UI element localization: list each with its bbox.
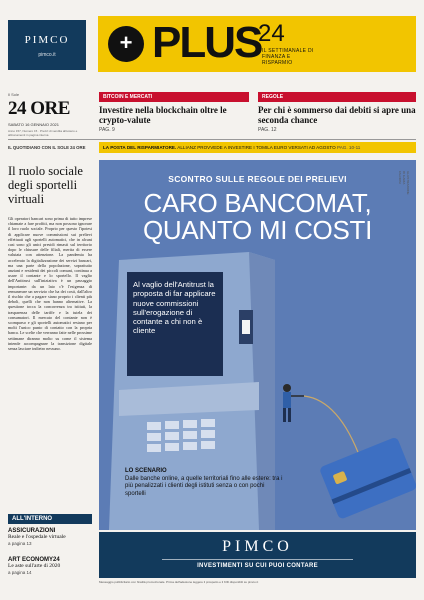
cover-headline-line-1: CARO BANCOMAT, <box>143 188 372 218</box>
pimco-top-ad[interactable] <box>8 20 86 70</box>
teaser-bitcoin[interactable] <box>99 92 249 136</box>
cover-story[interactable] <box>99 160 416 530</box>
masthead-small-print: Anno 157, Numero 15 · Prezzi di vendita all'estero e abbonamenti in pagina interna <box>8 129 78 137</box>
plus-number: 24 <box>258 20 285 47</box>
teaser-title: Investire nella blockchain oltre le crypto-valute <box>99 105 227 125</box>
masthead-prefix: Il Sole <box>8 92 20 97</box>
editorial-title: Il ruolo sociale degli sportelli virtuali <box>8 164 83 206</box>
strap-lead: LA POSTA DEL RISPARMIATORE. <box>103 145 177 150</box>
masthead-title: 24 ORE <box>8 98 70 119</box>
item-title: Reale e l'ospedale virtuale <box>8 534 66 540</box>
item-page: a pagina 14 <box>8 569 32 575</box>
credit-card <box>319 436 416 519</box>
illustration-credit: ILLUSTRAZIONE DI ILARIA FALORSI <box>398 171 410 195</box>
item-section: ART ECONOMY24 <box>8 557 60 563</box>
cover-kicker: SCONTRO SULLE REGOLE DEI PRELIEVI <box>168 174 347 184</box>
strap-left: IL QUOTIDIANO CON IL SOLE 24 ORE <box>8 145 86 150</box>
card-slot-light <box>242 320 250 334</box>
ad-divider <box>162 559 352 560</box>
pimco-logo: PIMCO <box>24 34 70 46</box>
item-page: a pagina 13 <box>8 540 32 546</box>
teaser-page: PAG. 12 <box>258 127 277 133</box>
strap-banner[interactable] <box>99 142 416 153</box>
plus24-banner[interactable] <box>98 16 416 72</box>
teaser-page: PAG. 9 <box>99 127 115 133</box>
cover-headline <box>99 190 416 244</box>
ad-footnote: Messaggio pubblicitario con finalità promozionale. Prima dell'adesione leggere il prospetto e il KID disponibili su pimco.it <box>99 580 259 584</box>
cover-scenario <box>125 468 285 498</box>
item-title: Le aste sull'arte di 2020 <box>8 563 61 569</box>
pimco-tagline: INVESTIMENTI SU CUI PUOI CONTARE <box>197 563 318 569</box>
masthead <box>8 92 90 140</box>
teaser-regole[interactable] <box>258 92 416 136</box>
editorial-body: Gli operatori bancari sono prima di tutto imprese chiamate a fare profitti, ma non possono ignorare il loro ruolo sociale. Proprio per questo l'ipotesi di applicare nuove commissioni sui prelievi effettuati agli sportelli automatici, che in alcuni casi sono gli unici presidi rimasti sul territorio dopo le chiusure delle filiali, merita di essere valutata con attenzione. La pandemia ha accelerato la digitalizzazione dei servizi bancari, ma una parte della popolazione, soprattutto anziani e residenti dei piccoli comuni, continua a usare il contante e lo sportello. Il vaglio dell'Antitrust sull'iniziativa è un passaggio importante: da un lato c'è l'esigenza di remunerare un servizio che ha dei costi, dall'altro il rischio che a pagare siano proprio i clienti più deboli, quelli che non hanno alternative. La questione tocca la concorrenza tra istituti, la trasparenza delle tariffe e la tutela dei consumatori. Il mercato del contante non è scomparso e gli sportelli automatici restano per molti l'unico punto di contatto con la propria banca. Le scelte che verranno fatte nelle prossime settimane diranno molto su come il sistema intende accompagnare la transizione digitale senza lasciare indietro nessuno. <box>8 216 92 352</box>
strap-text: ALLIANZ PROVVEDE A INVESTIRE I TOMILA EURO VERSATI AD AGOSTO <box>177 145 336 150</box>
scenario-label: LO SCENARIO <box>125 468 167 474</box>
teaser-section: BITCOIN E MERCATI <box>99 92 249 102</box>
cover-headline-line-2: QUANTO MI COSTI <box>142 215 373 245</box>
item-section: ASSICURAZIONI <box>8 528 56 534</box>
plus-tagline: IL SETTIMANALE DI FINANZA E RISPARMIO <box>262 48 314 66</box>
all-interno-item[interactable] <box>8 557 92 575</box>
all-interno-item[interactable] <box>8 528 92 546</box>
atm-screen-text: Al vaglio dell'Antitrust la proposta di far applicare nuove commissioni sull'erogazione di contante a chi non è cliente <box>127 272 223 376</box>
scenario-text: Dalle banche online, a quelle territoriali fino alle estere: tra i più penalizzati i clienti degli istituti senza o con pochi sportelli <box>125 476 283 497</box>
rope-line <box>304 396 361 460</box>
masthead-date: SABATO 16 GENNAIO 2021 <box>8 122 59 127</box>
strap-page: PAG. 10-11 <box>337 145 361 150</box>
pimco-bottom-ad[interactable] <box>99 532 416 578</box>
editorial-column <box>8 158 92 523</box>
divider <box>8 139 416 140</box>
plus-circle-icon: + <box>108 26 144 62</box>
all-interno-header: ALL'INTERNO <box>8 514 92 524</box>
teaser-section: REGOLE <box>258 92 416 102</box>
plus-wordmark: PLUS <box>152 18 262 67</box>
pimco-url: pimco.it <box>38 52 56 58</box>
pimco-logo: PIMCO <box>222 538 293 555</box>
teaser-title: Per chi è sommerso dai debiti si apre una seconda chance <box>258 105 416 125</box>
man-figure <box>283 384 304 422</box>
